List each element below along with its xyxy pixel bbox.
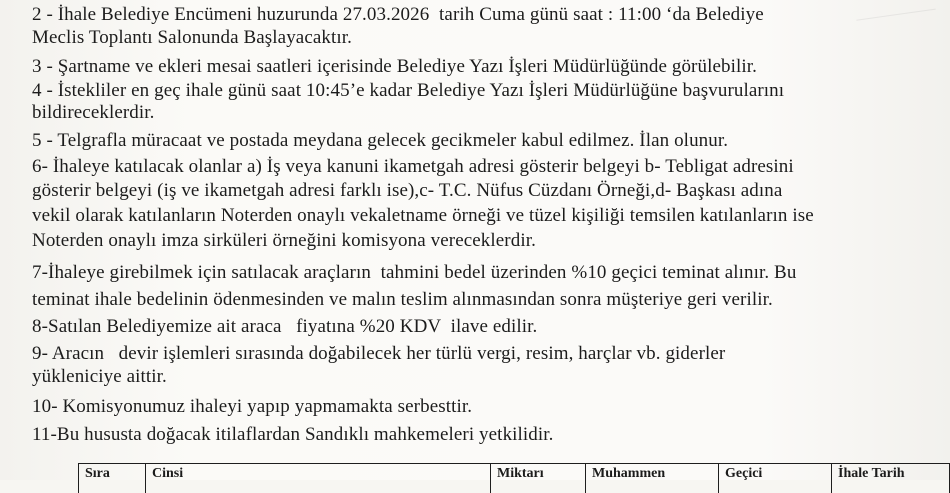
clause-6-line-2: gösterir belgeyi (iş ve ikametgah adresi farklı ise),c- T.C. Nüfus Cüzdanı Örneği,d- Başkası adına — [32, 180, 782, 201]
clause-9-line-1: 9- Aracın devir işlemleri sırasında doğabilecek her türlü vergi, resim, harçlar vb. giderler — [32, 343, 725, 364]
clause-2-line-1: 2 - İhale Belediye Encümeni huzurunda 27.03.2026 tarih Cuma günü saat : 11:00 ‘da Belediye — [32, 4, 764, 25]
vehicle-table — [78, 463, 950, 493]
clause-2-line-2: Meclis Toplantı Salonunda Başlayacaktır. — [32, 27, 352, 48]
header-miktari: Miktarı — [491, 464, 586, 493]
header-ihale-tarih: İhale Tarih — [832, 464, 950, 493]
clause-4-line-1: 4 - İstekliler en geç ihale günü saat 10:45’e kadar Belediye Yazı İşleri Müdürlüğüne başvurularını — [32, 80, 784, 101]
header-cinsi: Cinsi — [146, 464, 491, 493]
clause-10-line-1: 10- Komisyonumuz ihaleyi yapıp yapmamakta serbesttir. — [32, 396, 472, 417]
header-sira: Sıra — [79, 464, 146, 493]
clause-6-line-3: vekil olarak katılanların Noterden onaylı vekaletname örneği ve tüzel kişiliği temsilen katılanların ise — [32, 205, 814, 226]
clause-6-line-1: 6- İhaleye katılacak olanlar a) İş veya kanuni ikametgah adresi gösterir belgeyi b- Tebligat adresini — [32, 156, 794, 177]
clause-3-line-1: 3 - Şartname ve ekleri mesai saatleri içerisinde Belediye Yazı İşleri Müdürlüğünde görülebilir. — [32, 56, 757, 77]
table-header-row — [79, 464, 950, 493]
clause-9-line-2: yükleniciye aittir. — [32, 366, 167, 387]
clause-4-line-2: bildireceklerdir. — [32, 102, 155, 123]
clause-7-line-1: 7-İhaleye girebilmek için satılacak araçların tahmini bedel üzerinden %10 geçici teminat alınır. Bu — [32, 262, 796, 283]
clause-5-line-1: 5 - Telgrafla müracaat ve postada meydana gelecek gecikmeler kabul edilmez. İlan olunur. — [32, 130, 728, 151]
clause-6-line-4: Noterden onaylı imza sirküleri örneğini komisyona vereceklerdir. — [32, 230, 536, 251]
header-muhammen: Muhammen — [586, 464, 719, 493]
faint-scan-mark — [856, 9, 939, 49]
clause-11-line-1: 11-Bu hususta doğacak itilaflardan Sandıklı mahkemeleri yetkilidir. — [32, 424, 554, 445]
clause-7-line-2: teminat ihale bedelinin ödenmesinden ve malın teslim alınmasından sonra müşteriye geri verilir. — [32, 289, 773, 310]
clause-8-line-1: 8-Satılan Belediyemize ait araca fiyatına %20 KDV ilave edilir. — [32, 316, 537, 337]
header-gecici: Geçici — [719, 464, 832, 493]
